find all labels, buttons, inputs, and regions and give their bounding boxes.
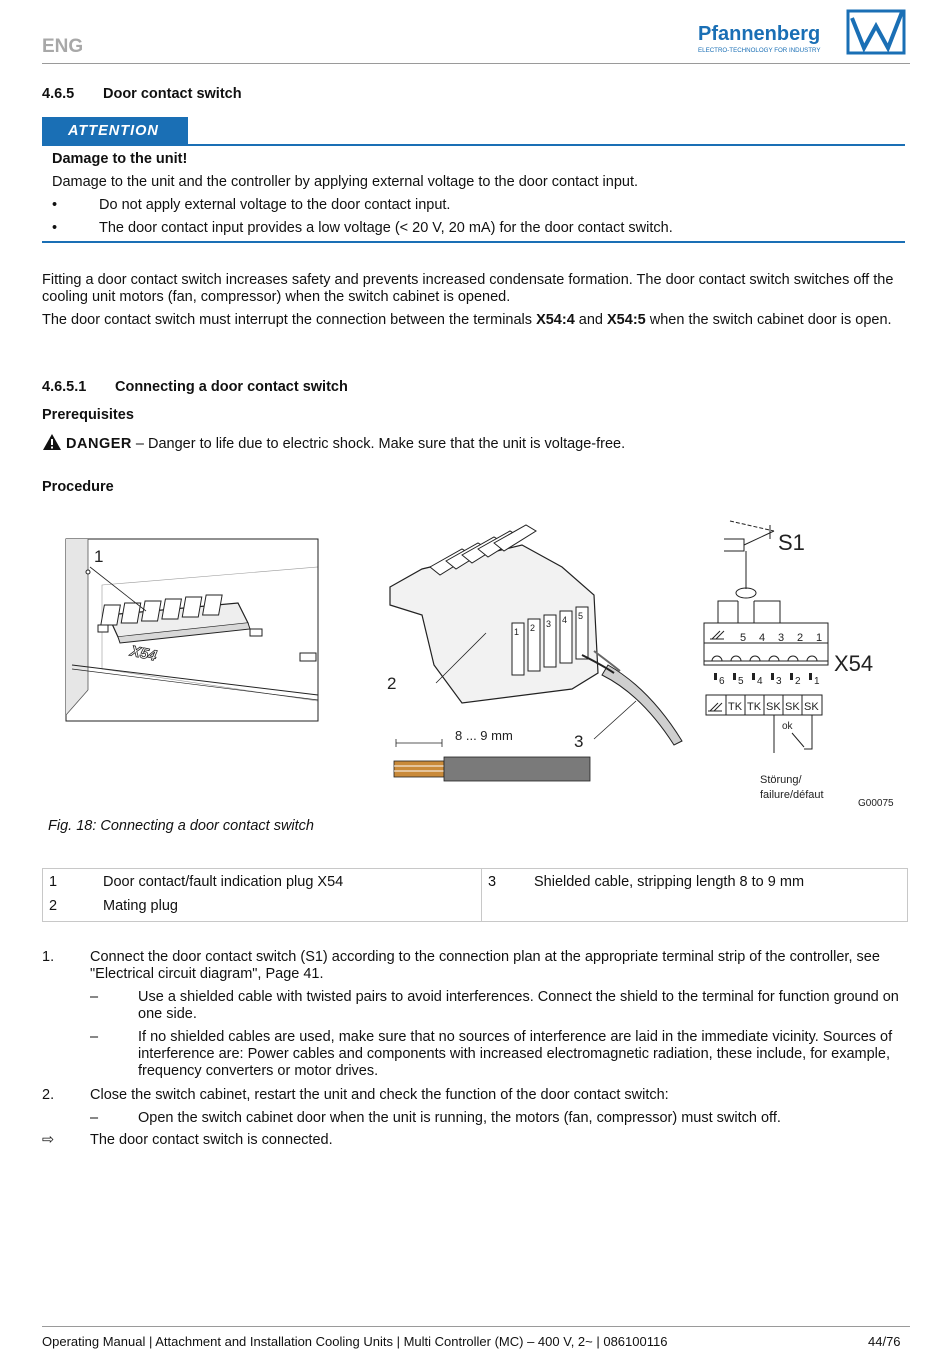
svg-text:4: 4 [757,676,763,687]
procedure-title: Procedure [42,479,114,495]
fault-label-1: Störung/ [760,774,802,786]
table-row [43,893,908,922]
intro-paragraph-1: Fitting a door contact switch increases safety and prevents increased condensate formation. The door contact switch switches off the cooling unit motors (fan, compressor) when the switch cabinet is opened. [42,272,894,305]
step-2-text: Close the switch cabinet, restart the unit and check the function of the door contact switch: [90,1087,669,1103]
svg-text:2: 2 [797,632,804,644]
part-description: Door contact/fault indication plug X54 [103,869,482,894]
bullet-2-marker: • [52,220,58,236]
svg-text:5: 5 [740,632,747,644]
subsection-title: Connecting a door contact switch [115,379,348,395]
footer-rule [42,1326,910,1327]
result-arrow-icon: ⇨ [42,1132,55,1148]
step-2-sub-1: Open the switch cabinet door when the unit is running, the motors (fan, compressor) must switch off. [138,1110,781,1126]
wiring-schematic [704,521,894,809]
figure-caption: Fig. 18: Connecting a door contact switch [48,818,314,834]
svg-text:6: 6 [719,676,725,687]
subsection-number: 4.6.5.1 [42,379,87,395]
svg-text:3: 3 [776,676,782,687]
danger-notice [42,433,902,453]
svg-text:1: 1 [814,676,820,687]
callout-3: 3 [574,732,584,751]
svg-text:3: 3 [546,619,552,629]
dash-marker: – [90,1110,99,1126]
svg-text:4: 4 [562,615,568,625]
svg-text:SK: SK [766,701,781,713]
danger-word: DANGER [66,436,132,452]
intro-paragraph-2: The door contact switch must interrupt the connection between the terminals X54:4 and X54:5 when the switch cabinet door is open. [42,312,892,328]
logo-text: Pfannenberg [698,23,821,45]
svg-text:4: 4 [759,632,766,644]
svg-text:2: 2 [795,676,801,687]
result-text: The door contact switch is connected. [90,1132,333,1148]
language-code: ENG [42,36,84,57]
step-1-number: 1. [42,949,55,965]
strip-length-label: 8 ... 9 mm [455,728,513,743]
attention-label: ATTENTION [42,117,188,144]
svg-text:3: 3 [778,632,785,644]
table-row [43,869,908,894]
svg-text:1: 1 [816,632,823,644]
warning-triangle-icon [42,433,62,451]
svg-text:SK: SK [804,701,819,713]
logo-subtext: ELECTRO-TECHNOLOGY FOR INDUSTRY [698,47,821,54]
part-number: 2 [49,898,58,914]
mating-plug-illustration [387,525,682,781]
part-number: 1 [49,874,58,890]
x54-plug-label: X54 [128,642,159,665]
parts-legend-table [42,868,908,922]
section-number: 4.6.5 [42,86,75,102]
section-title: Door contact switch [103,86,242,102]
step-2-number: 2. [42,1087,55,1103]
fault-label-2: failure/défaut [760,789,824,801]
pfannenberg-logo [698,8,908,58]
part-description: Mating plug [103,893,482,922]
attention-top-rule [42,144,905,146]
attention-bullet-2: The door contact input provides a low voltage (< 20 V, 20 mA) for the door contact switch. [99,220,673,236]
step-1-text: Connect the door contact switch (S1) according to the connection plan at the appropriate terminal strip of the controller, see "Electrical circuit diagram", Page 41. [90,949,880,982]
footer-text: Operating Manual | Attachment and Installation Cooling Units | Multi Controller (MC) – 400 V, 2~ | 086100116 [42,1334,668,1349]
svg-text:2: 2 [530,623,536,633]
svg-text:SK: SK [785,701,800,713]
figure-code: G00075 [858,798,894,809]
step-1-sub-2: If no shielded cables are used, make sure that no sources of interference are laid in the immediate vicinity. Sources of interference are: Power cables and components with increased electromagnetic radiation, these include, for example, frequency converters or motor drives. [138,1029,893,1079]
x54-schematic-label: X54 [834,651,874,676]
bullet-1-marker: • [52,197,58,213]
svg-text:TK: TK [747,701,762,713]
header-rule [42,63,910,64]
step-1-sub-1: Use a shielded cable with twisted pairs to avoid interferences. Connect the shield to the terminal for function ground on one side. [138,989,899,1022]
part-number: 3 [488,874,497,890]
attention-bullet-1: Do not apply external voltage to the door contact input. [99,197,451,213]
part-description: Shielded cable, stripping length 8 to 9 mm [534,874,805,890]
x54-socket-illustration [66,539,318,721]
svg-text:TK: TK [728,701,743,713]
page-number: 44/76 [868,1334,901,1349]
dash-marker: – [90,989,99,1005]
callout-2: 2 [387,674,397,693]
danger-text: – Danger to life due to electric shock. Make sure that the unit is voltage-free. [131,436,626,452]
attention-bottom-rule [42,241,905,243]
callout-1: 1 [94,547,104,566]
ok-label: ok [782,721,793,732]
svg-text:5: 5 [578,611,584,621]
attention-heading: Damage to the unit! [52,151,188,167]
svg-text:1: 1 [514,627,520,637]
svg-text:5: 5 [738,676,744,687]
prerequisites-title: Prerequisites [42,407,134,423]
dash-marker: – [90,1029,99,1045]
attention-text: Damage to the unit and the controller by applying external voltage to the door contact input. [52,174,639,190]
connection-figure [42,505,908,815]
switch-s1-label: S1 [778,530,805,555]
